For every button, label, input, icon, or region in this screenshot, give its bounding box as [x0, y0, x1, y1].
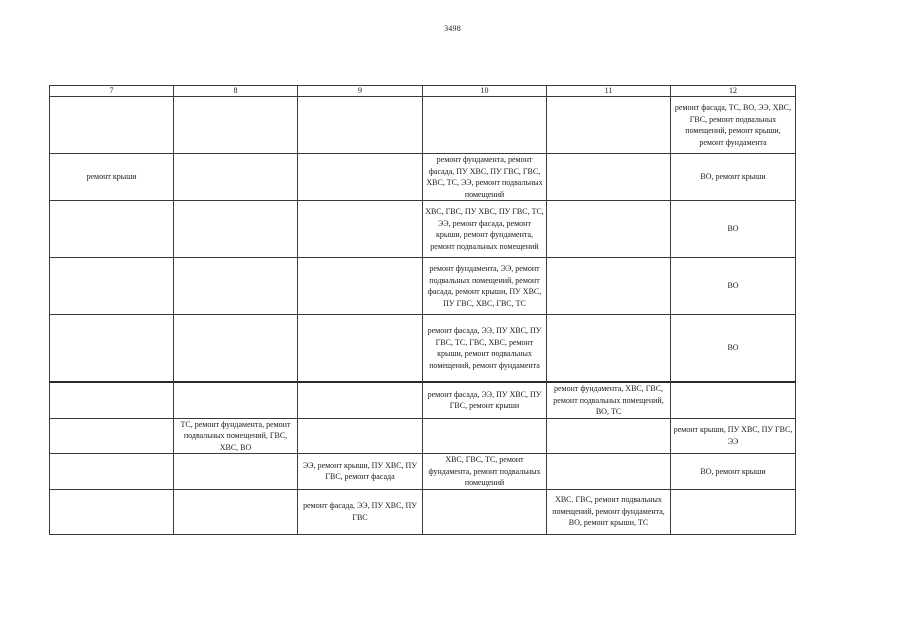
table-row [50, 201, 796, 258]
table-cell [423, 489, 547, 534]
table-cell [174, 382, 298, 418]
table-cell: ремонт крыши, ПУ ХВС, ПУ ГВС, ЭЭ [671, 418, 796, 454]
table-cell: ремонт фундамента, ремонт фасада, ПУ ХВС, ПУ ГВС, ГВС, ХВС, ТС, ЭЭ, ремонт подвальных помещений [423, 154, 547, 201]
table-cell: ремонт фасада, ЭЭ, ПУ ХВС, ПУ ГВС [298, 489, 423, 534]
page-number: 3498 [444, 24, 461, 33]
table-row [50, 315, 796, 383]
table-row [50, 154, 796, 201]
table-cell [50, 315, 174, 383]
table-cell [671, 382, 796, 418]
table-row [50, 258, 796, 315]
table-cell: ТС, ремонт фундамента, ремонт подвальных помещений, ГВС, ХВС, ВО [174, 418, 298, 454]
column-header: 9 [298, 86, 423, 97]
column-header: 12 [671, 86, 796, 97]
table-cell: ВО [671, 315, 796, 383]
table-header-row [50, 86, 796, 97]
table-cell [174, 258, 298, 315]
table-cell [174, 315, 298, 383]
table-cell: ЭЭ, ремонт крыши, ПУ ХВС, ПУ ГВС, ремонт фасада [298, 454, 423, 490]
table-cell: ХВС, ГВС, ТС, ремонт фундамента, ремонт подвальных помещений [423, 454, 547, 490]
column-header: 11 [547, 86, 671, 97]
table-cell [174, 201, 298, 258]
table-cell [547, 258, 671, 315]
table-cell: ВО [671, 201, 796, 258]
table-cell [174, 97, 298, 154]
table-cell [423, 418, 547, 454]
table-cell: ремонт фасада, ЭЭ, ПУ ХВС, ПУ ГВС, ТС, ГВС, ХВС, ремонт крыши, ремонт подвальных помещений, ремонт фундамента [423, 315, 547, 383]
table-cell: ВО, ремонт крыши [671, 454, 796, 490]
table-cell [547, 97, 671, 154]
table-cell: ремонт фасада, ЭЭ, ПУ ХВС, ПУ ГВС, ремонт крыши [423, 382, 547, 418]
table-cell [298, 154, 423, 201]
table-cell [298, 382, 423, 418]
table-cell: ремонт фасада, ТС, ВО, ЭЭ, ХВС, ГВС, ремонт подвальных помещений, ремонт крыши, ремонт фундамента [671, 97, 796, 154]
table-cell [174, 489, 298, 534]
works-table [49, 85, 796, 535]
table-cell [298, 97, 423, 154]
table-cell: ХВС, ГВС, ПУ ХВС, ПУ ГВС, ТС, ЭЭ, ремонт фасада, ремонт крыши, ремонт фундамента, ремонт подвальных помещений [423, 201, 547, 258]
column-header: 7 [50, 86, 174, 97]
table-cell [50, 258, 174, 315]
table-cell [298, 315, 423, 383]
table-cell [547, 201, 671, 258]
table-cell [298, 418, 423, 454]
table-cell [547, 454, 671, 490]
table-cell [547, 418, 671, 454]
table-row [50, 97, 796, 154]
column-header: 8 [174, 86, 298, 97]
table-cell [423, 97, 547, 154]
table-cell [50, 489, 174, 534]
table-cell [547, 154, 671, 201]
table-row [50, 454, 796, 490]
table-row [50, 418, 796, 454]
table-cell [50, 418, 174, 454]
table-cell [298, 258, 423, 315]
table-row [50, 489, 796, 534]
table-cell [50, 201, 174, 258]
table-cell [671, 489, 796, 534]
table-cell: ремонт фундамента, ЭЭ, ремонт подвальных помещений, ремонт фасада, ремонт крыши, ПУ ХВС, ПУ ГВС, ХВС, ГВС, ТС [423, 258, 547, 315]
table-row [50, 382, 796, 418]
table-cell: ХВС. ГВС, ремонт подвальных помещений, ремонт фундамента, ВО, ремонт крыши, ТС [547, 489, 671, 534]
table-cell [50, 382, 174, 418]
column-header: 10 [423, 86, 547, 97]
table-cell: ремонт фундамента, ХВС, ГВС, ремонт подвальных помещений, ВО, ТС [547, 382, 671, 418]
table-cell [50, 97, 174, 154]
table-cell [174, 454, 298, 490]
table-cell [547, 315, 671, 383]
table-cell: ремонт крыши [50, 154, 174, 201]
table-cell [298, 201, 423, 258]
table-cell: ВО, ремонт крыши [671, 154, 796, 201]
table-cell: ВО [671, 258, 796, 315]
table-cell [50, 454, 174, 490]
table-cell [174, 154, 298, 201]
